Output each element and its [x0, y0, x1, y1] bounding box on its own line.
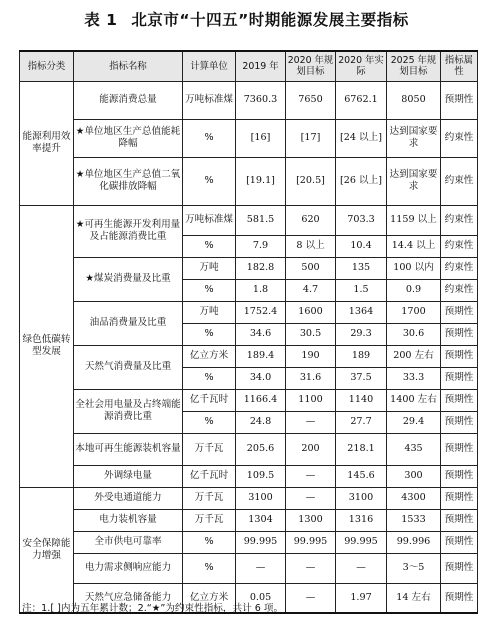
attribute-cell: 预期性	[441, 81, 478, 119]
value-2020-target: 30.5	[286, 323, 336, 345]
value-2020-actual: 1364	[336, 301, 387, 323]
attribute-cell: 预期性	[441, 553, 478, 583]
value-2020-actual: 37.5	[336, 367, 387, 389]
unit-cell: 亿立方米	[183, 345, 236, 367]
table-row	[20, 345, 478, 367]
header-row	[20, 51, 478, 81]
indicator-name: 本地可再生能源装机容量	[74, 433, 183, 465]
value-2020-target: 4.7	[286, 279, 336, 301]
value-2020-actual: 27.7	[336, 411, 387, 433]
table-row	[20, 465, 478, 487]
indicator-name: 外调绿电量	[74, 465, 183, 487]
table-row	[20, 433, 478, 465]
table-row	[20, 553, 478, 583]
unit-cell: %	[183, 367, 236, 389]
value-2019: 7.9	[236, 235, 286, 257]
value-2020-actual: 1.5	[336, 279, 387, 301]
value-2020-actual: 1316	[336, 509, 387, 531]
value-2020-actual: 218.1	[336, 433, 387, 465]
table-row	[20, 119, 478, 157]
value-2025-target: 达到国家要求	[387, 157, 441, 205]
indicator-name: ★可再生能源开发利用量及占能源消费比重	[74, 205, 183, 257]
value-2025-target: 1159 以上	[387, 205, 441, 235]
category-efficiency: 能源利用效率提升	[20, 81, 74, 205]
value-2019: 1304	[236, 509, 286, 531]
header-category: 指标分类	[20, 51, 74, 81]
value-2020-target: —	[286, 583, 336, 613]
table-row	[20, 257, 478, 279]
value-2025-target: 达到国家要求	[387, 119, 441, 157]
value-2019: 99.995	[236, 531, 286, 553]
table-number: 表 1	[84, 11, 118, 29]
attribute-cell: 约束性	[441, 257, 478, 279]
value-2025-target: 300	[387, 465, 441, 487]
attribute-cell: 预期性	[441, 583, 478, 613]
attribute-cell: 约束性	[441, 157, 478, 205]
value-2020-target: 1100	[286, 389, 336, 411]
value-2025-target: 1700	[387, 301, 441, 323]
indicator-name: 油品消费量及比重	[74, 301, 183, 345]
unit-cell: %	[183, 157, 236, 205]
value-2019: 34.0	[236, 367, 286, 389]
unit-cell: 万吨	[183, 257, 236, 279]
value-2020-target: —	[286, 411, 336, 433]
unit-cell: %	[183, 323, 236, 345]
value-2025-target: 1400 左右	[387, 389, 441, 411]
attribute-cell: 约束性	[441, 205, 478, 235]
attribute-cell: 预期性	[441, 465, 478, 487]
value-2020-actual: 135	[336, 257, 387, 279]
attribute-cell: 预期性	[441, 433, 478, 465]
unit-cell: %	[183, 411, 236, 433]
attribute-cell: 预期性	[441, 367, 478, 389]
indicator-name: ★单位地区生产总值能耗降幅	[74, 119, 183, 157]
attribute-cell: 预期性	[441, 301, 478, 323]
value-2020-target: 190	[286, 345, 336, 367]
indicator-name: ★煤炭消费量及比重	[74, 257, 183, 301]
category-green: 绿色低碳转型发展	[20, 205, 74, 487]
table-row	[20, 487, 478, 509]
header-2025-target: 2025 年规划目标	[387, 51, 441, 81]
table-row	[20, 157, 478, 205]
value-2020-target: 500	[286, 257, 336, 279]
attribute-cell: 预期性	[441, 531, 478, 553]
value-2020-target: [20.5]	[286, 157, 336, 205]
value-2020-actual: [26 以上]	[336, 157, 387, 205]
value-2019: 1.8	[236, 279, 286, 301]
unit-cell: 万千瓦	[183, 509, 236, 531]
header-2020-target: 2020 年规划目标	[286, 51, 336, 81]
value-2020-target: 31.6	[286, 367, 336, 389]
value-2025-target: 100 以内	[387, 257, 441, 279]
value-2019: 189.4	[236, 345, 286, 367]
category-security: 安全保障能力增强	[20, 487, 74, 613]
unit-cell: 万吨标准煤	[183, 81, 236, 119]
value-2025-target: 0.9	[387, 279, 441, 301]
value-2020-actual: 703.3	[336, 205, 387, 235]
value-2025-target: 3～5	[387, 553, 441, 583]
value-2020-target: 200	[286, 433, 336, 465]
indicator-name: 电力装机容量	[74, 509, 183, 531]
value-2020-target: 8 以上	[286, 235, 336, 257]
value-2019: 581.5	[236, 205, 286, 235]
header-attribute: 指标属性	[441, 51, 478, 81]
attribute-cell: 预期性	[441, 509, 478, 531]
value-2020-actual: 1140	[336, 389, 387, 411]
value-2020-target: —	[286, 553, 336, 583]
value-2020-target: —	[286, 465, 336, 487]
value-2019: 0.05	[236, 583, 286, 613]
value-2025-target: 33.3	[387, 367, 441, 389]
value-2019: —	[236, 553, 286, 583]
table-row	[20, 81, 478, 119]
value-2025-target: 99.996	[387, 531, 441, 553]
unit-cell: %	[183, 119, 236, 157]
unit-cell: 亿千瓦时	[183, 465, 236, 487]
indicator-name: 天然气应急储备能力	[74, 583, 183, 613]
value-2020-actual: 6762.1	[336, 81, 387, 119]
value-2019: 24.8	[236, 411, 286, 433]
value-2025-target: 435	[387, 433, 441, 465]
value-2019: 1752.4	[236, 301, 286, 323]
attribute-cell: 预期性	[441, 345, 478, 367]
value-2025-target: 14.4 以上	[387, 235, 441, 257]
unit-cell: 万吨	[183, 301, 236, 323]
energy-indicators-table	[19, 50, 478, 614]
header-2020-actual: 2020 年实际	[336, 51, 387, 81]
value-2020-actual: 189	[336, 345, 387, 367]
value-2025-target: 30.6	[387, 323, 441, 345]
value-2020-target: 7650	[286, 81, 336, 119]
value-2020-target: 1600	[286, 301, 336, 323]
indicator-name: ★单位地区生产总值二氧化碳排放降幅	[74, 157, 183, 205]
table-row	[20, 389, 478, 411]
value-2019: 34.6	[236, 323, 286, 345]
unit-cell: %	[183, 531, 236, 553]
unit-cell: 亿千瓦时	[183, 389, 236, 411]
unit-cell: 亿立方米	[183, 583, 236, 613]
attribute-cell: 约束性	[441, 235, 478, 257]
value-2019: 3100	[236, 487, 286, 509]
attribute-cell: 约束性	[441, 119, 478, 157]
table-title-text: 北京市“十四五”时期能源发展主要指标	[131, 11, 409, 29]
value-2019: 7360.3	[236, 81, 286, 119]
unit-cell: %	[183, 553, 236, 583]
value-2020-target: —	[286, 487, 336, 509]
value-2020-actual: 145.6	[336, 465, 387, 487]
table-row	[20, 205, 478, 235]
attribute-cell: 预期性	[441, 389, 478, 411]
value-2019: 1166.4	[236, 389, 286, 411]
unit-cell: 万千瓦	[183, 487, 236, 509]
value-2020-actual: 99.995	[336, 531, 387, 553]
value-2019: 182.8	[236, 257, 286, 279]
table-row	[20, 509, 478, 531]
value-2020-target: 1300	[286, 509, 336, 531]
indicator-name: 全市供电可靠率	[74, 531, 183, 553]
value-2020-target: [17]	[286, 119, 336, 157]
value-2025-target: 1533	[387, 509, 441, 531]
value-2019: 205.6	[236, 433, 286, 465]
value-2019: 109.5	[236, 465, 286, 487]
value-2020-actual: 10.4	[336, 235, 387, 257]
unit-cell: 万千瓦	[183, 433, 236, 465]
value-2020-actual: 3100	[336, 487, 387, 509]
table-row	[20, 301, 478, 323]
value-2025-target: 14 左右	[387, 583, 441, 613]
attribute-cell: 预期性	[441, 487, 478, 509]
attribute-cell: 约束性	[441, 279, 478, 301]
indicator-name: 能源消费总量	[74, 81, 183, 119]
value-2025-target: 200 左右	[387, 345, 441, 367]
header-2019: 2019 年	[236, 51, 286, 81]
value-2025-target: 29.4	[387, 411, 441, 433]
attribute-cell: 预期性	[441, 411, 478, 433]
header-name: 指标名称	[74, 51, 183, 81]
unit-cell: %	[183, 235, 236, 257]
attribute-cell: 预期性	[441, 323, 478, 345]
indicator-name: 天然气消费量及比重	[74, 345, 183, 389]
value-2020-actual: 29.3	[336, 323, 387, 345]
unit-cell: %	[183, 279, 236, 301]
indicator-name: 外受电通道能力	[74, 487, 183, 509]
table-row	[20, 531, 478, 553]
value-2025-target: 4300	[387, 487, 441, 509]
value-2020-actual: 1.97	[336, 583, 387, 613]
value-2020-target: 99.995	[286, 531, 336, 553]
indicator-name: 电力需求侧响应能力	[74, 553, 183, 583]
table-footnote: 注：1.[ ]内为五年累计数；2.“★”为约束性指标，共计 6 项。	[22, 603, 284, 614]
value-2019: [16]	[236, 119, 286, 157]
value-2020-actual: —	[336, 553, 387, 583]
value-2019: [19.1]	[236, 157, 286, 205]
indicator-name: 全社会用电量及占终端能源消费比重	[74, 389, 183, 433]
value-2020-target: 620	[286, 205, 336, 235]
value-2020-actual: [24 以上]	[336, 119, 387, 157]
header-unit: 计算单位	[183, 51, 236, 81]
table-title	[0, 8, 493, 30]
value-2025-target: 8050	[387, 81, 441, 119]
unit-cell: 万吨标准煤	[183, 205, 236, 235]
